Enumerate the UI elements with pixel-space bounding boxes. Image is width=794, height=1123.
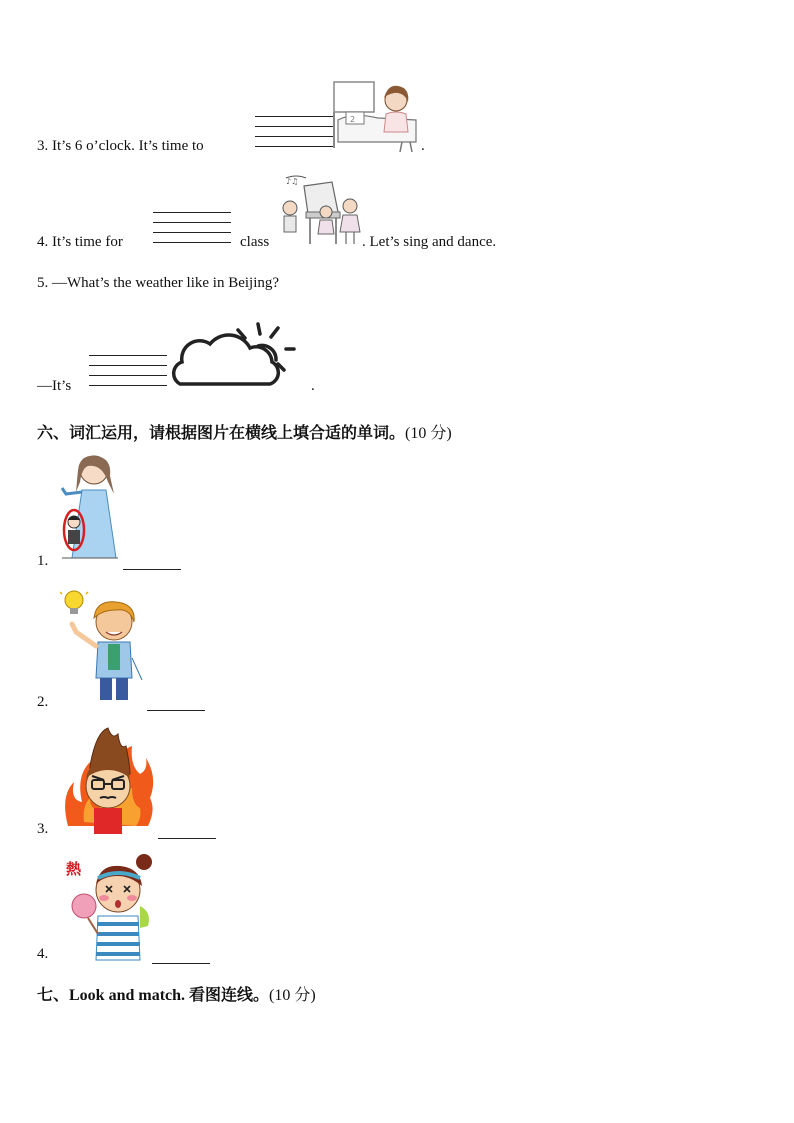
- answer-blank[interactable]: [123, 569, 181, 570]
- item-number: 4.: [37, 234, 49, 250]
- section-6-item-number: 1.: [37, 553, 49, 569]
- writing-lines[interactable]: [89, 355, 167, 395]
- svg-text:2: 2: [350, 115, 356, 124]
- item-5-answer: —It’s: [37, 378, 72, 394]
- answer-blank[interactable]: [147, 710, 205, 711]
- hot-girl-image: [60, 850, 156, 962]
- music-class-image: [278, 172, 362, 248]
- boy-with-idea-image: [60, 588, 146, 706]
- section-6-heading: [37, 420, 452, 443]
- item-4-class: class: [240, 234, 270, 250]
- item-text: It’s time for: [52, 234, 123, 250]
- section-6-item-number: 3.: [37, 821, 49, 837]
- item-5-end: .: [311, 378, 315, 394]
- section-7-title: 七、Look and match.: [37, 987, 186, 1004]
- svg-text:♪♫: ♪♫: [286, 177, 299, 186]
- hot-label: 熱: [66, 860, 82, 878]
- section-7-subtitle: 看图连线。: [189, 987, 270, 1004]
- answer-blank[interactable]: [158, 838, 216, 839]
- cloudy-sun-icon: [170, 318, 300, 390]
- girl-getting-up-image: [332, 80, 422, 152]
- writing-lines[interactable]: [153, 212, 231, 252]
- section-7-score: (10 分): [269, 987, 316, 1004]
- writing-lines[interactable]: [255, 116, 333, 156]
- answer-blank[interactable]: [152, 963, 210, 964]
- item-number: 5.: [37, 275, 49, 291]
- item-text: It’s 6 o’clock. It’s time to: [52, 138, 204, 154]
- item-4: [37, 234, 123, 251]
- item-question: —What’s the weather like in Beijing?: [52, 275, 280, 291]
- section-6-item-number: 4.: [37, 946, 49, 962]
- section-6-title: 六、词汇运用，请根据图片在横线上填合适的单词。: [37, 425, 406, 442]
- item-5: [37, 275, 279, 292]
- section-7-heading: [37, 982, 316, 1005]
- section-6-score: (10 分): [405, 425, 452, 442]
- item-number: 3.: [37, 138, 49, 154]
- item-3-end: .: [421, 138, 425, 154]
- item-4-end: . Let’s sing and dance.: [362, 234, 497, 250]
- angry-girl-image: [60, 726, 156, 836]
- teacher-and-boy-image: [58, 454, 122, 566]
- item-3: [37, 138, 204, 155]
- section-6-item-number: 2.: [37, 694, 49, 710]
